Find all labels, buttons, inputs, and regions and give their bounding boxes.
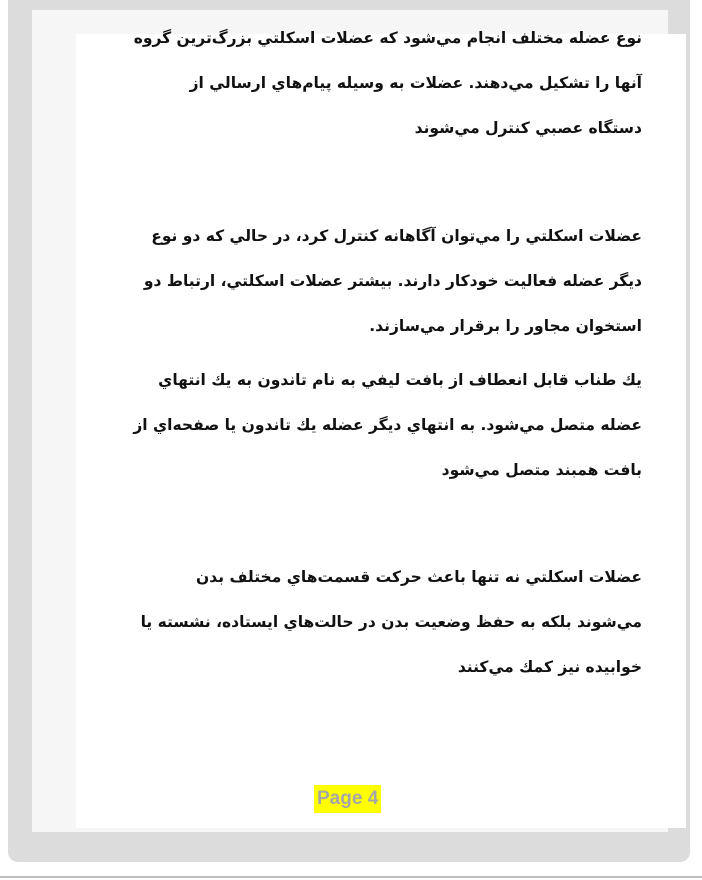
- text-line: بافت همبند متصل مي‌شود: [441, 461, 642, 479]
- paragraph-3: [133, 368, 642, 503]
- text-line: استخوان مجاور را برقرار مي‌سازند.: [369, 317, 642, 335]
- text-line: عضلات اسكلتي نه تنها باعث حركت قسمت‌هاي مختلف بدن: [196, 568, 642, 586]
- text-line: دستگاه عصبي كنترل مي‌شوند: [414, 119, 642, 137]
- bottom-divider: [0, 876, 702, 878]
- page-number-label: Page 4: [314, 785, 381, 813]
- paragraph-4: [141, 565, 642, 700]
- text-line: آنها را تشكيل مي‌دهند. عضلات به وسيله پيام‌هاي ارسالي از: [189, 74, 642, 92]
- text-line: خوابيده نيز كمك مي‌كنند: [457, 658, 642, 676]
- text-line: ديگر عضله فعاليت خودكار دارند. بيشتر عضلات اسكلتي، ارتباط دو: [143, 272, 642, 290]
- text-line: عضله متصل مي‌شود. به انتهاي ديگر عضله يك تاندون يا صفحه‌اي از: [133, 416, 642, 434]
- paragraph-2: [144, 224, 642, 359]
- text-line: نوع عضله مختلف انجام مي‌شود كه عضلات اسكلتي بزرگ‌ترين گروه: [133, 29, 642, 47]
- text-line: يك طناب قابل انعطاف از بافت ليفي به نام تاندون به يك انتهاي: [158, 371, 642, 389]
- text-line: مي‌شوند بلكه به حفظ وضعيت بدن در حالت‌هاي ايستاده، نشسته يا: [140, 613, 642, 631]
- paragraph-1: [134, 26, 642, 161]
- text-line: عضلات اسكلتي را مي‌توان آگاهانه كنترل كرد، در حالي كه دو نوع: [151, 227, 642, 245]
